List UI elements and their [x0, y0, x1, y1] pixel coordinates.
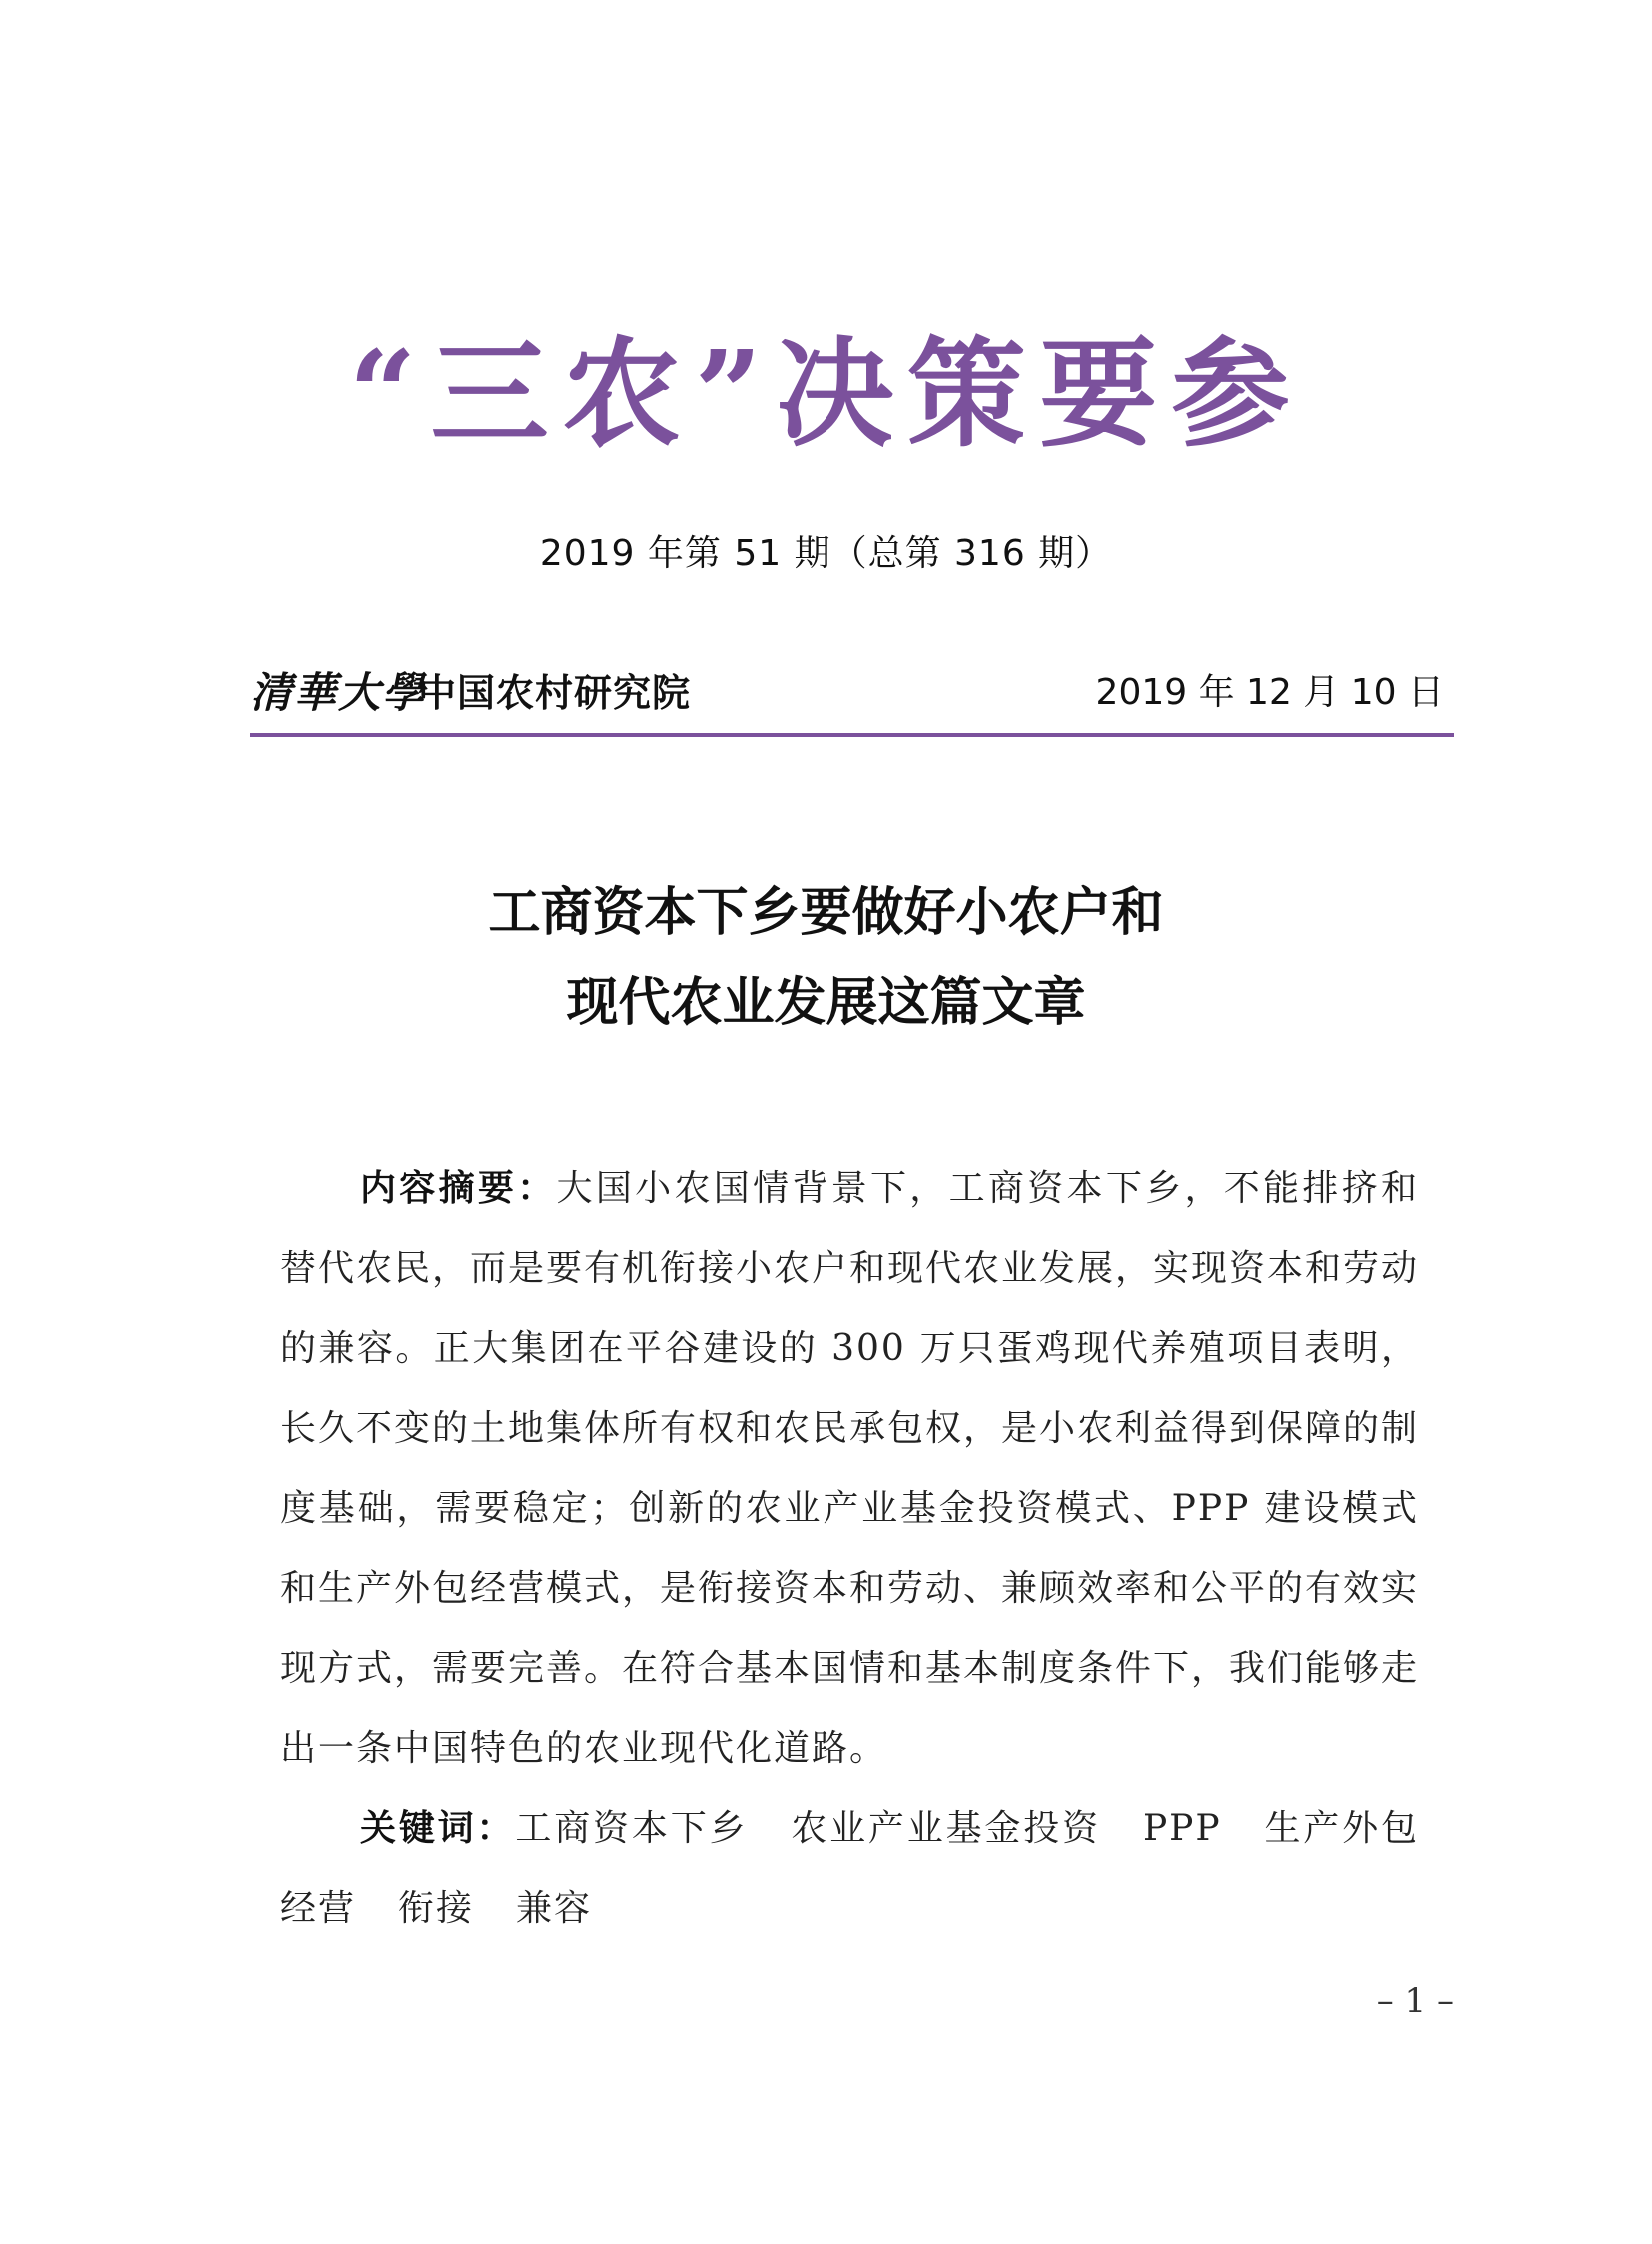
keyword-item: PPP [1142, 1808, 1222, 1849]
header-divider [250, 733, 1454, 737]
keyword-item: 农业产业基金投资 [790, 1808, 1101, 1849]
keywords-label: 关键词： [360, 1808, 516, 1849]
institute-name: 中国农村研究院 [418, 670, 692, 715]
publisher-row [250, 660, 1454, 720]
page-number: – 1 – [1376, 1981, 1454, 2021]
article-title-line-1: 工商资本下乡要做好小农户和 [488, 882, 1164, 943]
article-body [280, 1149, 1419, 1949]
keywords-paragraph [280, 1789, 1419, 1949]
keyword-item: 工商资本下乡 [515, 1808, 749, 1849]
article-title-line-2: 现代农业发展这篇文章 [566, 972, 1086, 1033]
masthead-title: “三农”决策要参 [348, 324, 1304, 463]
abstract-label: 内容摘要： [360, 1168, 557, 1209]
issue-number: 2019 年第 51 期（总第 316 期） [539, 533, 1113, 574]
abstract-text: 大国小农国情背景下，工商资本下乡，不能排挤和替代农民，而是要有机衔接小农户和现代农业发展，实现资本和劳动的兼容。正大集团在平谷建设的 300 万只蛋鸡现代养殖项目表明，长久不变的土地集体所有权和农民承包权，是小农利益得到保障的制度基础，需要稳定；创新的农业产业基金投资模式、PPP 建设模式和生产外包经营模式，是衔接资本和劳动、兼顾效率和公平的有效实现方式，需要完善。在符合基本国情和基本制度条件下，我们能够走出一条中国特色的农业现代化道路。 [280, 1168, 1420, 1769]
keyword-item: 生产外包经营 [280, 1808, 1419, 1929]
issue-date: 2019 年 12 月 10 日 [1095, 672, 1444, 713]
article-title [0, 868, 1652, 1048]
university-logo: 清華大學 [250, 668, 427, 717]
abstract-paragraph [280, 1149, 1419, 1789]
keyword-item: 兼容 [516, 1888, 593, 1929]
keyword-item: 衔接 [398, 1888, 475, 1929]
